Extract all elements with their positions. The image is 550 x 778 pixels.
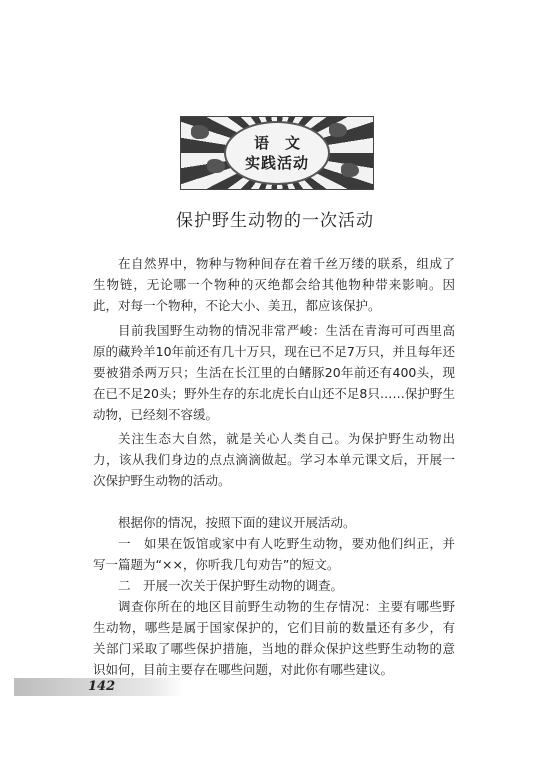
- instruction-two: 二 开展一次关于保护野生动物的调查。: [118, 578, 344, 593]
- page-title: 保护野生动物的一次活动: [176, 211, 374, 231]
- rock-decoration: [191, 125, 209, 139]
- banner-label: [224, 121, 330, 185]
- instruction-survey-detail: 调查你所在的地区目前野生动物的生存情况：主要有哪些野生动物，哪些是属于国家保护的，它们目前的数量还有多少，有关部门采取了哪些保护措施，当地的群众保护这些野生动物的意识如何，目前主要存在哪些问题，对此你有哪些建议。: [93, 599, 455, 677]
- paragraph-intro: 在自然界中，物种与物种间存在着千丝万缕的联系，组成了生物链，无论哪一个物种的灭绝都会给其他物种带来影响。因此，对每一个物种，不论大小、美丑，都应该保护。: [93, 256, 455, 313]
- paragraph-situation: 目前我国野生动物的情况非常严峻：生活在青海可可西里高原的藏羚羊10年前还有几十万只，现在已不足7万只，并且每年还要被猎杀两万只；生活在长江里的白鳍豚20年前还有400头，现在已不足20头；野外生存的东北虎长白山还不足8只……保护野生动物，已经刻不容缓。: [93, 323, 455, 422]
- page-number: 142: [88, 679, 116, 694]
- banner-line-2: 实践活动: [244, 154, 309, 172]
- rock-decoration: [329, 123, 347, 137]
- banner-line-1: 语文: [253, 134, 316, 152]
- section-banner: [180, 116, 374, 190]
- rock-decoration: [341, 163, 359, 177]
- instruction-lead: 根据你的情况，按照下面的建议开展活动。: [118, 515, 356, 530]
- rock-decoration: [207, 159, 225, 173]
- paragraph-call-to-action: 关注生态大自然，就是关心人类自己。为保护野生动物出力，该从我们身边的点点滴滴做起。学习本单元课文后，开展一次保护野生动物的活动。: [93, 431, 455, 488]
- instruction-one: 一 如果在饭馆或家中有人吃野生动物，要劝他们纠正，并写一篇题为“××，你听我几句劝告”的短文。: [93, 536, 455, 572]
